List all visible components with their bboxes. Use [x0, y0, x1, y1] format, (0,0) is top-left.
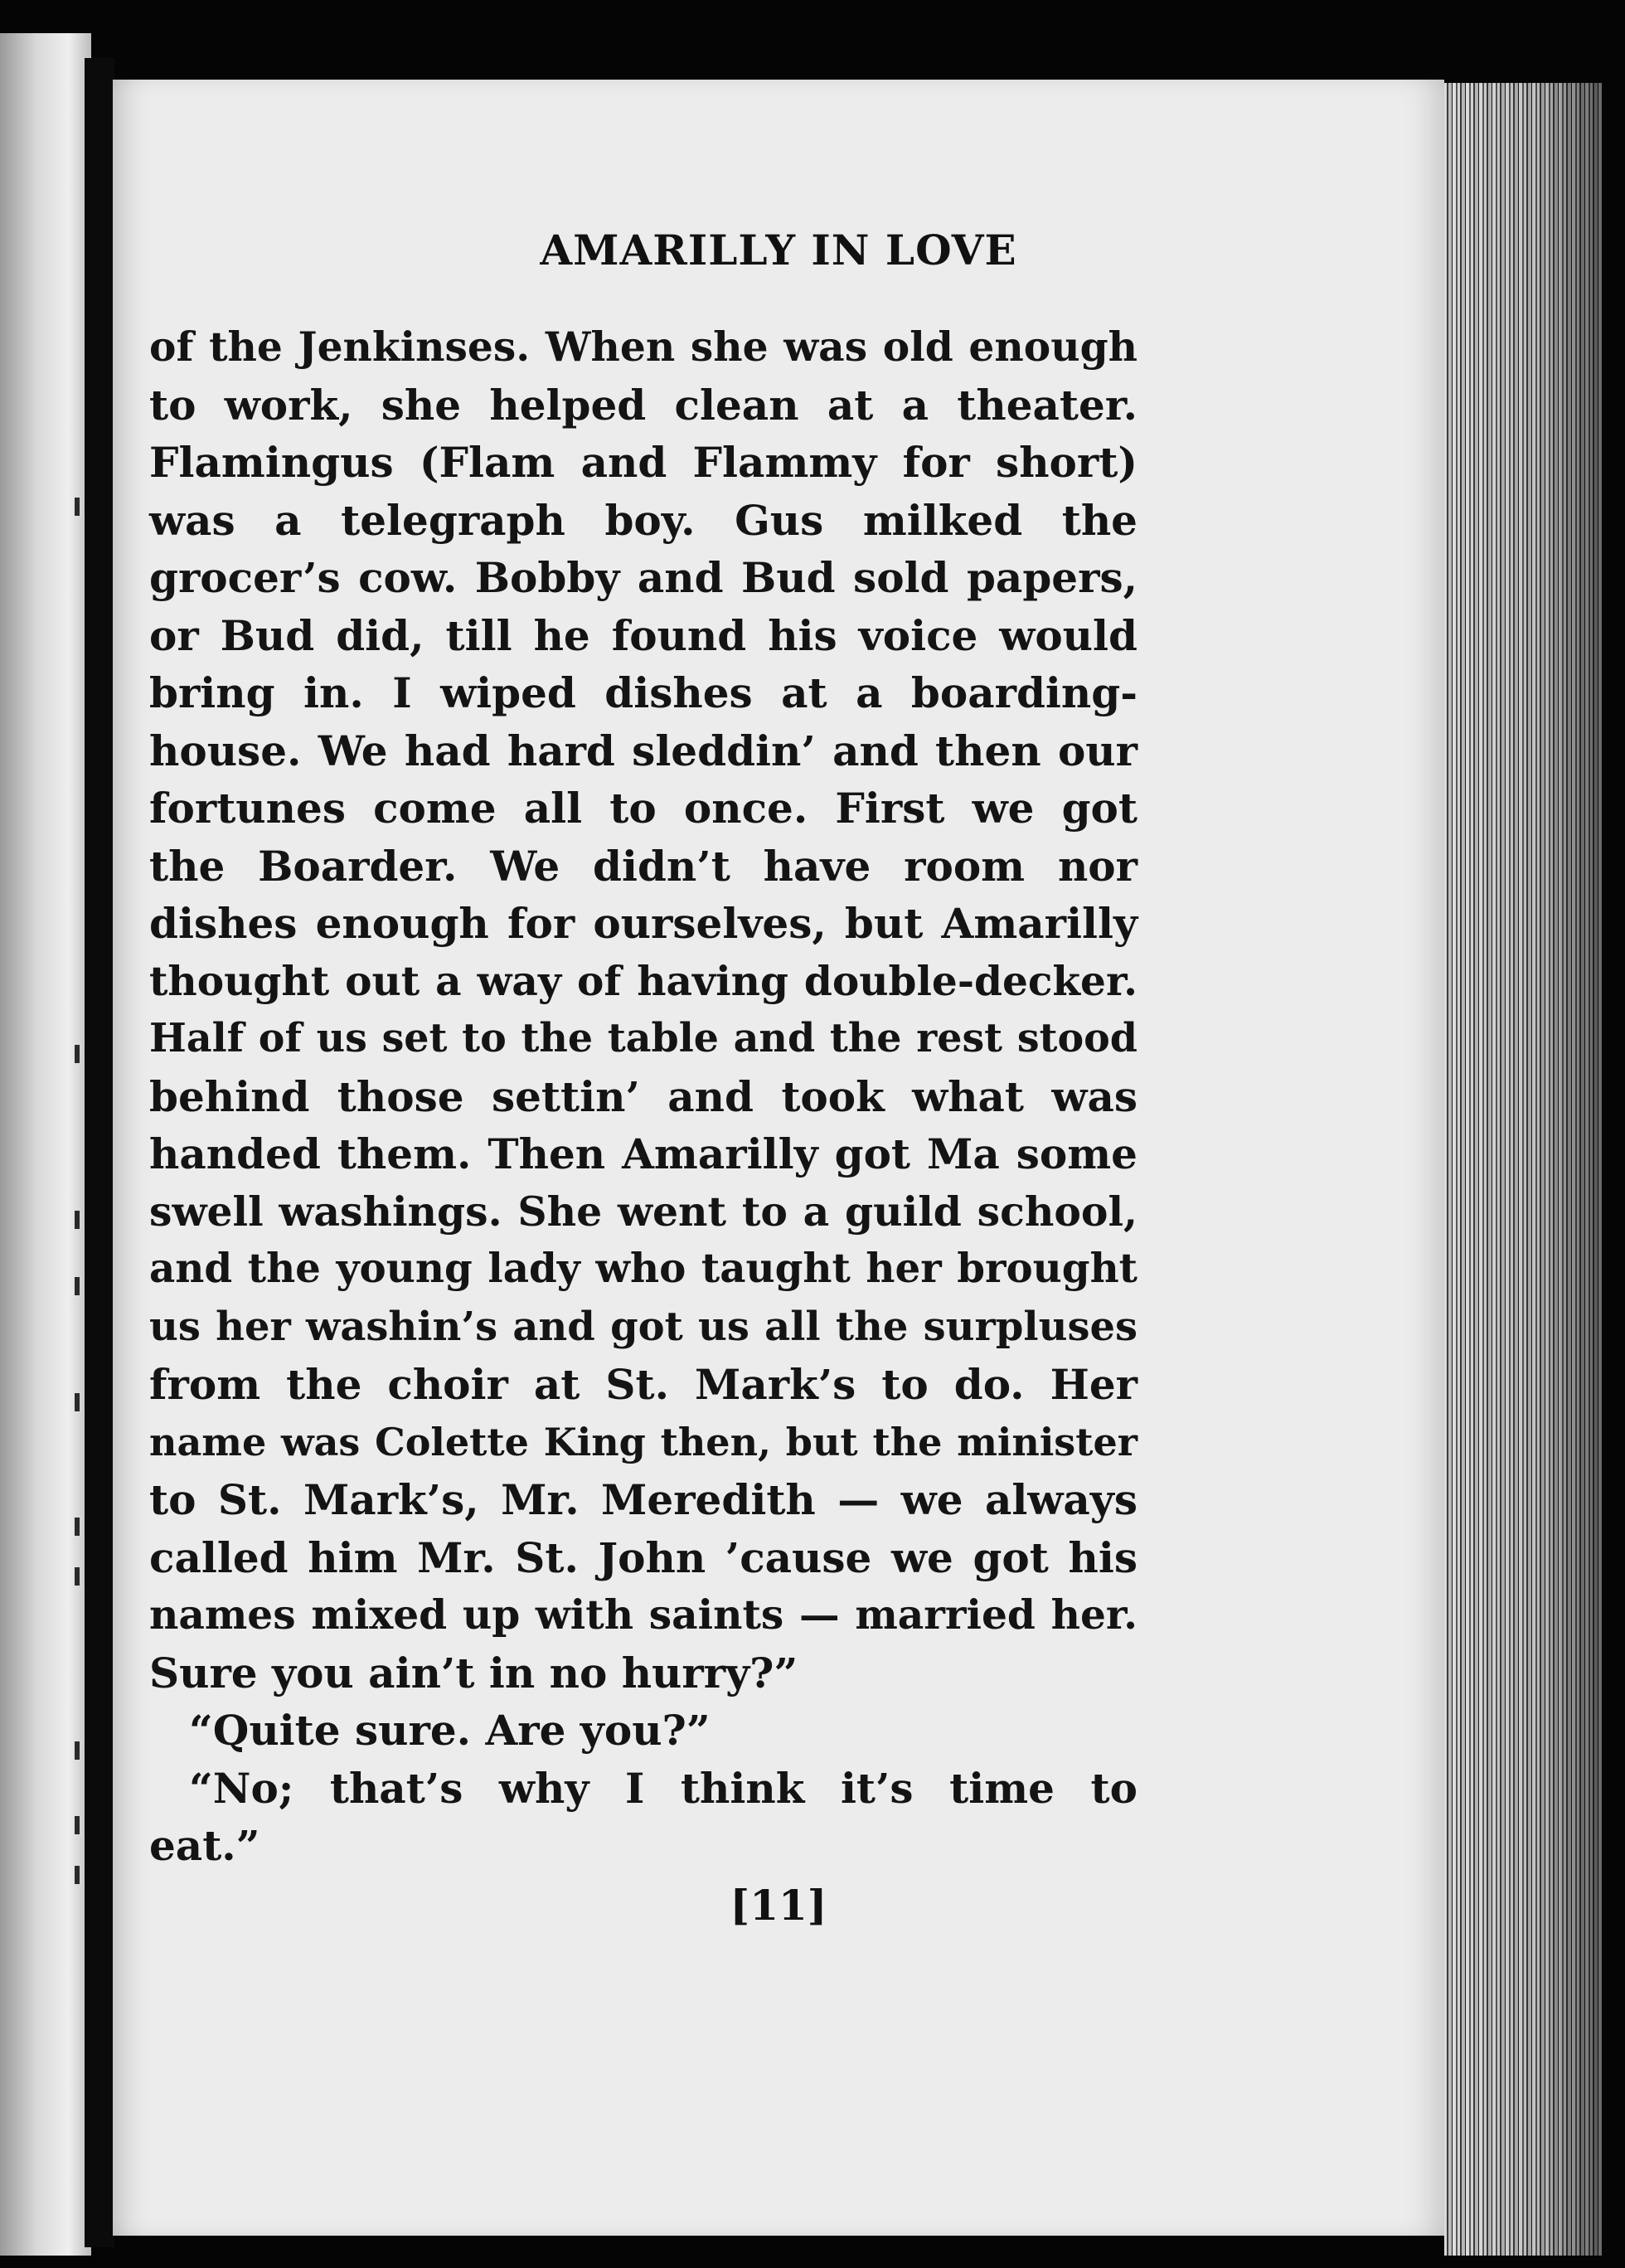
text-line: or Bud did, till he found his voice would	[149, 610, 1138, 660]
text-line: Flamingus (Flam and Flammy for short)	[149, 438, 1138, 487]
text-line: “Quite sure. Are you?”	[189, 1706, 711, 1755]
running-head: AMARILLY IN LOVE	[540, 226, 1017, 274]
facing-page-mark	[75, 498, 80, 516]
facing-page-mark	[75, 1393, 80, 1411]
text-line: swell washings. She went to a guild school,	[149, 1187, 1138, 1236]
text-line: to St. Mark’s, Mr. Meredith — we always	[149, 1475, 1138, 1524]
text-line: thought out a way of having double-decker.	[149, 957, 1138, 1005]
text-line: bring in. I wiped dishes at a boarding-	[149, 668, 1138, 717]
facing-page-mark	[75, 1567, 80, 1586]
text-line: and the young lady who taught her brought	[149, 1246, 1138, 1292]
facing-page-edge	[0, 33, 91, 2256]
text-line: was a telegraph boy. Gus milked the	[149, 495, 1138, 545]
text-line: house. We had hard sleddin’ and then our	[149, 726, 1138, 775]
facing-page-mark	[75, 1741, 80, 1760]
text-line: Sure you ain’t in no hurry?”	[149, 1648, 798, 1697]
text-line: called him Mr. St. John ’cause we got his	[149, 1532, 1138, 1582]
text-line: grocer’s cow. Bobby and Bud sold papers,	[149, 553, 1138, 602]
text-line: Half of us set to the table and the rest stood	[149, 1015, 1138, 1061]
facing-page-mark	[75, 1816, 80, 1834]
text-line: of the Jenkinses. When she was old enough	[149, 323, 1138, 371]
facing-page-mark	[75, 1045, 80, 1063]
text-line: fortunes come all to once. First we got	[149, 784, 1138, 833]
text-line: names mixed up with saints — married her.	[149, 1591, 1138, 1639]
facing-page-mark	[75, 1518, 80, 1536]
book-gutter	[85, 58, 114, 2247]
page-number: [11]	[730, 1881, 827, 1930]
text-line: to work, she helped clean at a theater.	[149, 380, 1138, 430]
text-line: us her washin’s and got us all the surpluses	[149, 1303, 1138, 1350]
text-line: “No; that’s why I think it’s time to	[189, 1763, 1138, 1813]
page-edges-shadow	[1444, 83, 1602, 2256]
text-line: the Boarder. We didn’t have room nor	[149, 841, 1138, 891]
facing-page-mark	[75, 1866, 80, 1884]
text-line: eat.”	[149, 1821, 260, 1870]
text-line: behind those settin’ and took what was	[149, 1071, 1138, 1121]
text-line: dishes enough for ourselves, but Amarilly	[149, 899, 1138, 948]
facing-page-mark	[75, 1211, 80, 1229]
text-line: handed them. Then Amarilly got Ma some	[149, 1129, 1138, 1178]
body-text	[149, 318, 1138, 1875]
text-line: from the choir at St. Mark’s to do. Her	[149, 1360, 1138, 1409]
facing-page-mark	[75, 1277, 80, 1295]
text-line: name was Colette King then, but the minister	[149, 1419, 1138, 1464]
